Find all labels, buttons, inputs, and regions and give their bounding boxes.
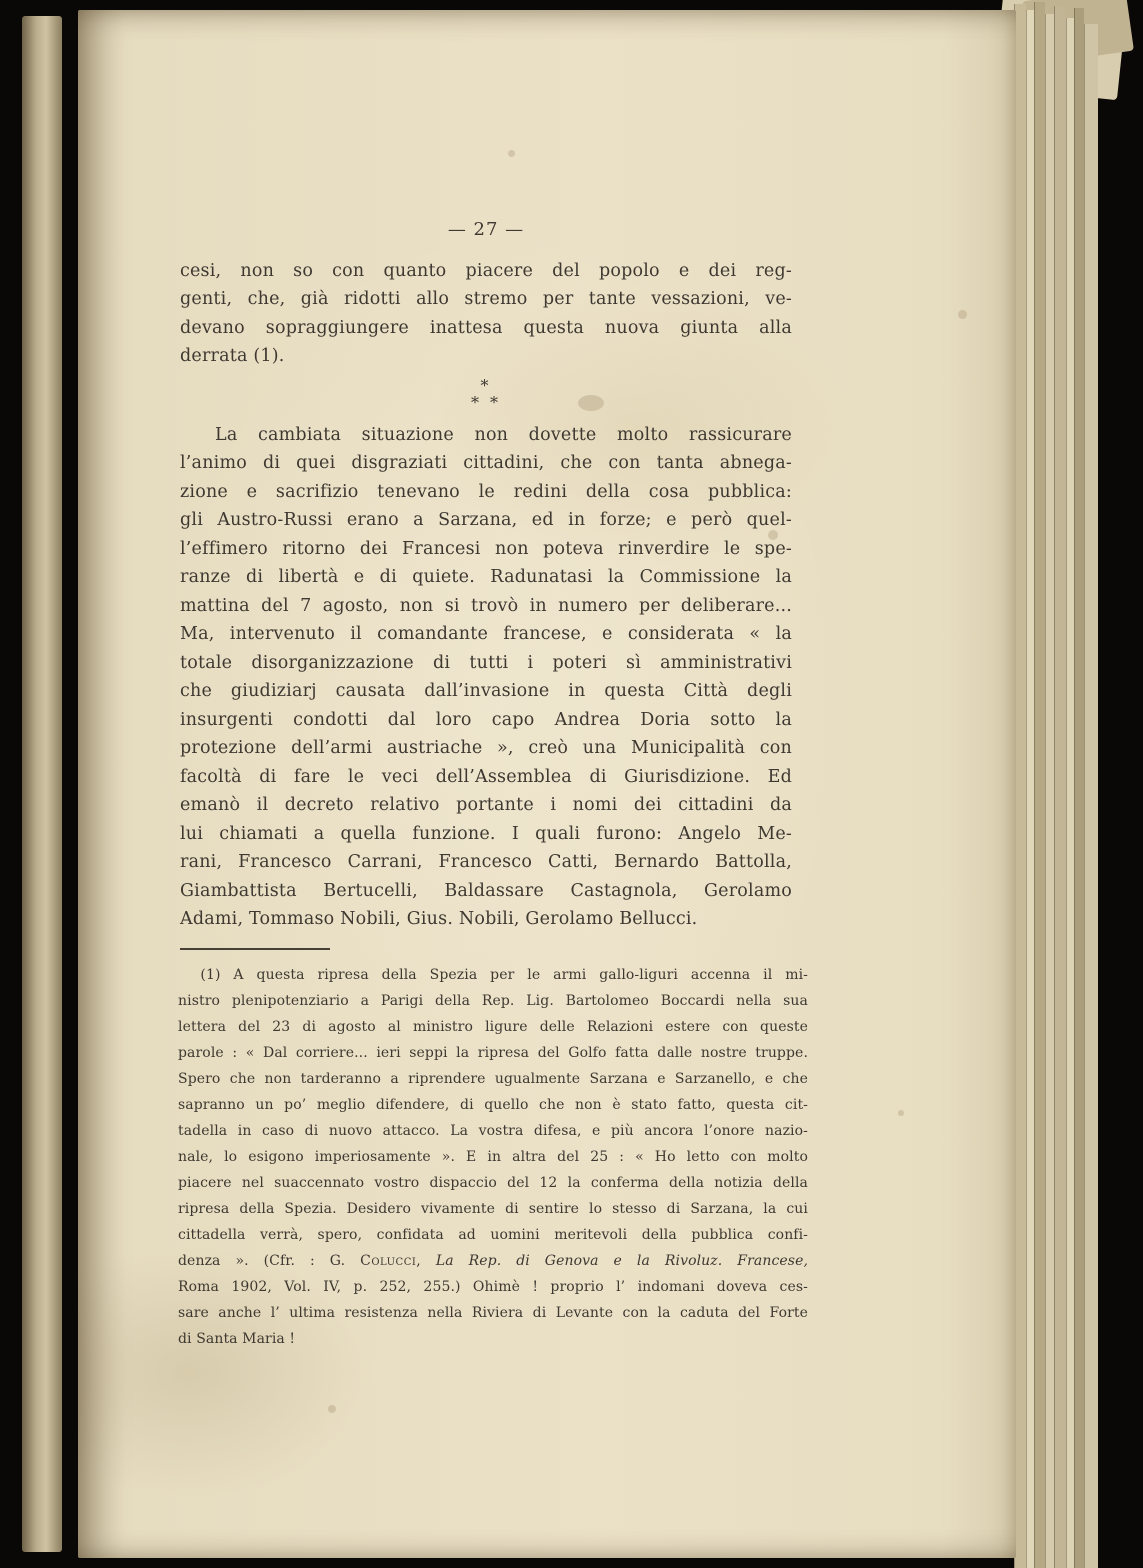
separator-line-top: * [480,375,492,395]
page-number: — 27 — [447,219,525,240]
text-line: ripresa della Spezia. Desidero vivamente di sentire lo stesso di Sarzana, la cui [178,1200,808,1217]
paragraph-continuation [180,257,792,371]
page-edge-strip [1066,18,1074,1568]
text-line: ranze di libertà e di quiete. Radunatasi la Commissione la [180,567,792,587]
smallcaps-text: Colucci [360,1252,417,1269]
page-edge-strip [1026,10,1034,1568]
page-edge-strip [1084,24,1098,1568]
text-segment: denza ». (Cfr. : G. [178,1252,361,1269]
paper-speck [958,310,967,319]
text-line: cesi, non so con quanto piacere del popolo e dei reg- [180,260,792,281]
text-segment: , [416,1252,436,1269]
text-line: parole : « Dal corriere... ieri seppi la ripresa del Golfo fatta dalle nostre truppe. [178,1044,808,1061]
text-line: devano sopraggiungere inattesa questa nuova giunta alla [180,317,792,338]
text-line: derrata (1). [180,346,285,366]
text-line: piacere nel suaccennato vostro dispaccio del 12 la conferma della notizia della [178,1174,808,1191]
text-line: Giambattista Bertucelli, Baldassare Castagnola, Gerolamo [180,880,792,901]
text-line: La cambiata situazione non dovette molto rassicurare [215,424,792,445]
text-line: Roma 1902, Vol. IV, p. 252, 255.) Ohimè ! proprio l’ indomani doveva ces- [178,1278,808,1295]
text-line: facoltà di fare le veci dell’Assemblea di Giurisdizione. Ed [180,766,792,787]
footnote-rule [180,948,330,950]
text-line: protezione dell’armi austriache », creò una Municipalità con [180,738,792,758]
text-line: genti, che, già ridotti allo stremo per tante vessazioni, ve- [180,289,792,309]
text-line: rani, Francesco Carrani, Francesco Catti, Bernardo Battolla, [180,852,792,872]
text-line: tadella in caso di nuovo attacco. La vostra difesa, e più ancora l’onore nazio- [178,1122,808,1139]
text-line: sare anche l’ ultima resistenza nella Riviera di Levante con la caduta del Forte [178,1304,808,1321]
text-line: cittadella verrà, spero, confidata ad uomini meritevoli della pubblica confi- [178,1226,808,1243]
text-line: Ma, intervenuto il comandante francese, e considerata « la [180,624,792,644]
text-line: l’effimero ritorno dei Francesi non poteva rinverdire le spe- [180,538,792,559]
text-line [178,1248,808,1274]
text-line: Spero che non tarderanno a riprendere ugualmente Sarzana e Sarzanello, e che [178,1070,808,1087]
main-text-column [178,216,808,1352]
italic-text: La Rep. di Genova e la Rivoluz. Francese, [435,1252,808,1269]
asterisk-separator [180,377,792,411]
text-line: gli Austro-Russi erano a Sarzana, ed in forze; e però quel- [180,510,792,530]
text-line: lui chiamati a quella funzione. I quali furono: Angelo Me- [180,823,792,844]
text-line: nale, lo esigono imperiosamente ». E in altra del 25 : « Ho letto con molto [178,1148,808,1165]
text-line: nistro plenipotenziario a Parigi della Rep. Lig. Bartolomeo Boccardi nella sua [178,992,808,1009]
text-line: totale disorganizzazione di tutti i poteri sì amministrativi [180,652,792,673]
text-line: zione e sacrifizio tenevano le redini della cosa pubblica: [180,481,792,502]
paper-speck [898,1110,904,1116]
paper-speck [328,1405,336,1413]
text-line: sapranno un po’ meglio difendere, di quello che non è stato fatto, questa cit- [178,1096,808,1113]
page-edge-strip [1074,8,1084,1568]
paper-speck [508,150,515,157]
page-edge-strip [1045,14,1054,1568]
page-edge-strip [1054,6,1066,1568]
text-line: di Santa Maria ! [178,1330,296,1347]
separator-line-bottom: * * [470,392,502,412]
paragraph-main [180,421,792,934]
fore-edge-pages [1014,0,1106,1568]
text-line: che giudiziarj causata dall’invasione in questa Città degli [180,681,792,701]
text-line: lettera del 23 di agosto al ministro ligure delle Relazioni estere con queste [178,1018,808,1035]
text-line: (1) A questa ripresa della Spezia per le armi gallo-liguri accenna il mi- [200,966,808,983]
text-line: mattina del 7 agosto, non si trovò in numero per deliberare... [180,595,792,616]
text-line: insurgenti condotti dal loro capo Andrea Doria sotto la [180,709,792,730]
text-line: Adami, Tommaso Nobili, Gius. Nobili, Gerolamo Bellucci. [180,909,698,929]
left-page-edge [22,16,62,1552]
book-page [78,10,1016,1558]
text-line: emanò il decreto relativo portante i nomi dei cittadini da [180,795,792,815]
text-line: l’animo di quei disgraziati cittadini, che con tanta abnega- [180,453,792,473]
footnote [178,962,808,1352]
page-edge-strip [1034,2,1045,1568]
